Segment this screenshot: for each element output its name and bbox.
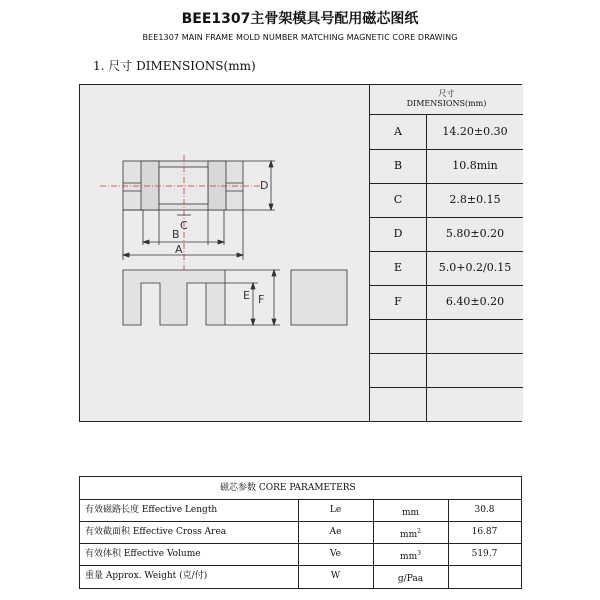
param-unit xyxy=(373,521,448,543)
label-f: F xyxy=(258,293,265,306)
side-view xyxy=(291,270,347,325)
unit-text: mm xyxy=(401,508,420,518)
param-symbol: W xyxy=(330,571,341,581)
header-en: DIMENSIONS(mm) xyxy=(406,99,487,108)
table-row xyxy=(80,565,521,587)
dim-label: C xyxy=(370,183,427,217)
param-name: 有效截面积 Effective Cross Area xyxy=(85,527,227,537)
dim-label: F xyxy=(370,285,427,319)
param-value xyxy=(448,565,521,587)
param-unit xyxy=(373,565,448,587)
dim-label xyxy=(370,387,427,421)
table-row xyxy=(370,251,523,286)
param-name: 有效磁路长度 Effective Length xyxy=(85,505,218,515)
core-drawing xyxy=(80,85,369,421)
dim-label: A xyxy=(370,115,427,149)
dim-label xyxy=(370,353,427,387)
table-row xyxy=(370,387,523,421)
table-row xyxy=(370,285,523,320)
label-b: B xyxy=(172,228,180,241)
table-row xyxy=(80,543,521,566)
table-row xyxy=(370,353,523,388)
section-title: 1. 尺寸 DIMENSIONS(mm) xyxy=(93,59,256,73)
table-row xyxy=(370,319,523,354)
param-symbol: Ae xyxy=(329,527,342,537)
dim-value: 2.8±0.15 xyxy=(449,193,501,206)
param-value: 16.87 xyxy=(471,527,498,537)
param-name: 重量 Approx. Weight (克/付) xyxy=(85,571,208,581)
core-parameters-header xyxy=(80,477,521,500)
dimensions-table-header xyxy=(370,85,523,115)
param-unit xyxy=(373,543,448,565)
table-row xyxy=(80,521,521,544)
dim-label: E xyxy=(370,251,427,285)
unit-text: g/Paa xyxy=(397,574,424,584)
dim-value: 6.40±0.20 xyxy=(445,295,505,308)
param-symbol: Le xyxy=(329,505,342,515)
param-unit xyxy=(373,499,448,521)
dim-value xyxy=(427,319,523,353)
dimensions-table xyxy=(369,85,523,421)
dim-value xyxy=(427,387,523,421)
table-row xyxy=(80,499,521,522)
unit-text: mm xyxy=(400,552,418,562)
front-view xyxy=(123,270,280,325)
page-subtitle: BEE1307 MAIN FRAME MOLD NUMBER MATCHING MAGNETIC CORE DRAWING xyxy=(142,33,458,42)
param-value: 30.8 xyxy=(474,505,495,515)
dim-value: 14.20±0.30 xyxy=(442,125,508,138)
dimensions-panel xyxy=(79,84,522,422)
dim-label: B xyxy=(370,149,427,183)
param-value: 519.7 xyxy=(471,549,498,559)
param-symbol: Ve xyxy=(330,549,341,559)
label-e: E xyxy=(243,289,250,302)
core-parameters-table xyxy=(79,476,522,589)
dim-label: D xyxy=(370,217,427,251)
dim-label xyxy=(370,319,427,353)
header-cn: 尺寸 xyxy=(438,89,455,98)
dim-value: 5.80±0.20 xyxy=(445,227,505,240)
table-row xyxy=(370,183,523,218)
label-a: A xyxy=(175,243,183,256)
table-row xyxy=(370,115,523,150)
unit-power: 2 xyxy=(417,528,421,535)
core-parameters-title: 磁芯参数 CORE PARAMETERS xyxy=(220,483,356,493)
page-title: BEE1307主骨架模具号配用磁芯图纸 xyxy=(181,11,419,27)
label-c: C xyxy=(180,219,188,232)
dim-value: 5.0+0.2/0.15 xyxy=(438,261,512,274)
dim-value xyxy=(427,353,523,387)
param-name: 有效体积 Effective Volume xyxy=(85,549,201,559)
table-row xyxy=(370,217,523,252)
label-d: D xyxy=(260,179,269,192)
unit-power: 3 xyxy=(417,550,421,557)
dim-value: 10.8min xyxy=(452,159,498,172)
unit-text: mm xyxy=(400,530,418,540)
table-row xyxy=(370,149,523,184)
